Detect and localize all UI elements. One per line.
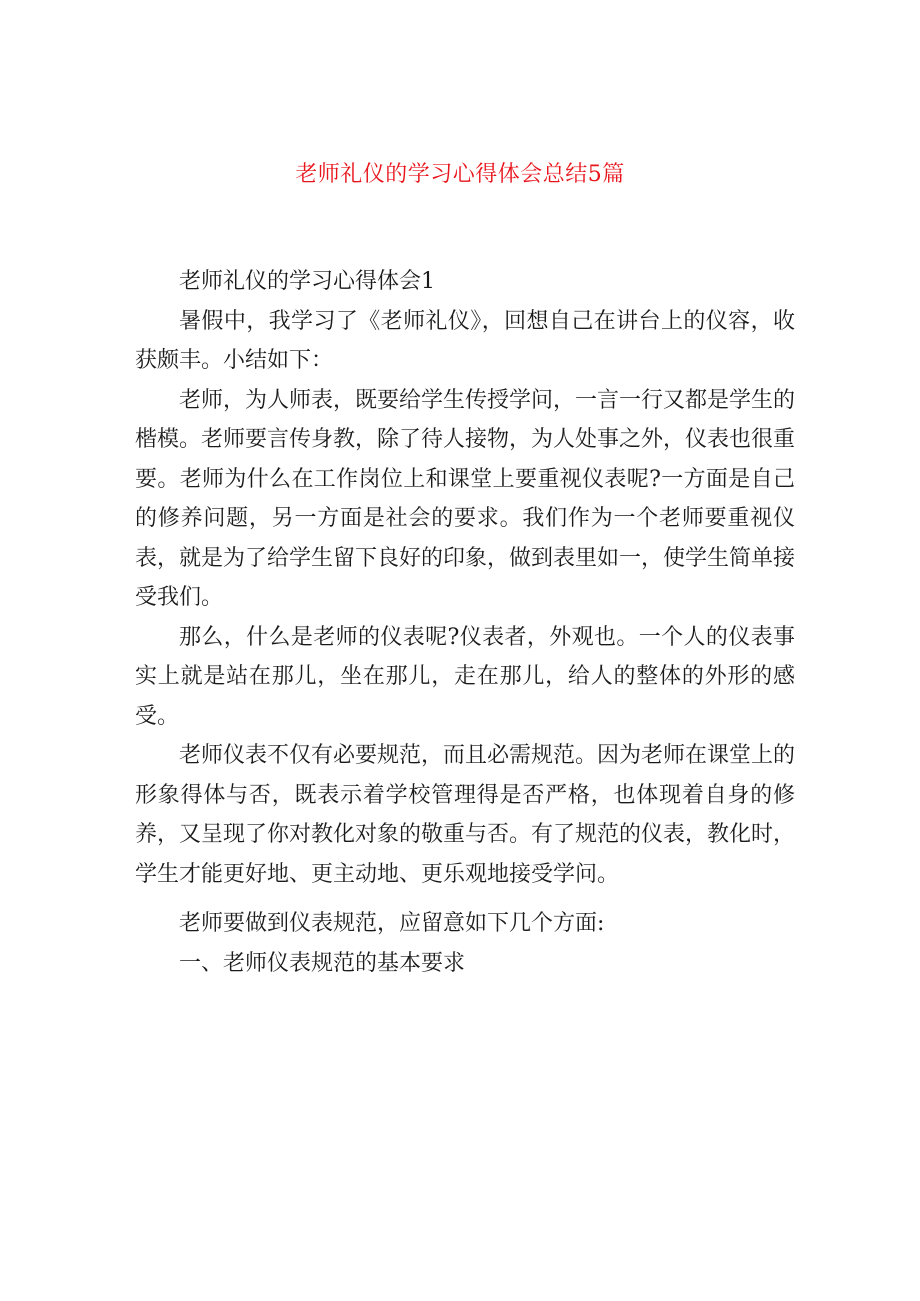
paragraph-3: 那么，什么是老师的仪表呢?仪表者，外观也。一个人的仪表事实上就是站在那儿，坐在那儿，走在那儿，给人的整体的外形的感受。 — [135, 624, 795, 729]
paragraph-2: 老师，为人师表，既要给学生传授学问，一言一行又都是学生的楷模。老师要言传身教，除了待人接物，为人处事之外，仪表也很重要。老师为什么在工作岗位上和课堂上要重视仪表呢?一方面是自己的修养问题，另一方面是社会的要求。我们作为一个老师要重视仪表，就是为了给学生留下良好的印象，做到表里如一，使学生简单接受我们。 — [135, 387, 796, 610]
paragraph-1: 暑假中，我学习了《老师礼仪》，回想自己在讲台上的仪容，收获颇丰。小结如下： — [135, 308, 795, 373]
subheading: 一、老师仪表规范的基本要求 — [179, 950, 466, 976]
section-heading: 老师礼仪的学习心得体会1 — [179, 269, 435, 294]
intro-line: 老师要做到仪表规范，应留意如下几个方面: — [179, 911, 605, 936]
paragraph-4: 老师仪表不仅有必要规范，而且必需规范。因为老师在课堂上的形象得体与否，既表示着学校管理得是否严格，也体现着自身的修养，又呈现了你对教化对象的敬重与否。有了规范的仪表，教化时，学生才能更好地、更主动地、更乐观地接受学问。 — [135, 743, 796, 887]
document-body — [135, 262, 795, 983]
document-title: 老师礼仪的学习心得体会总结5篇 — [295, 162, 625, 187]
